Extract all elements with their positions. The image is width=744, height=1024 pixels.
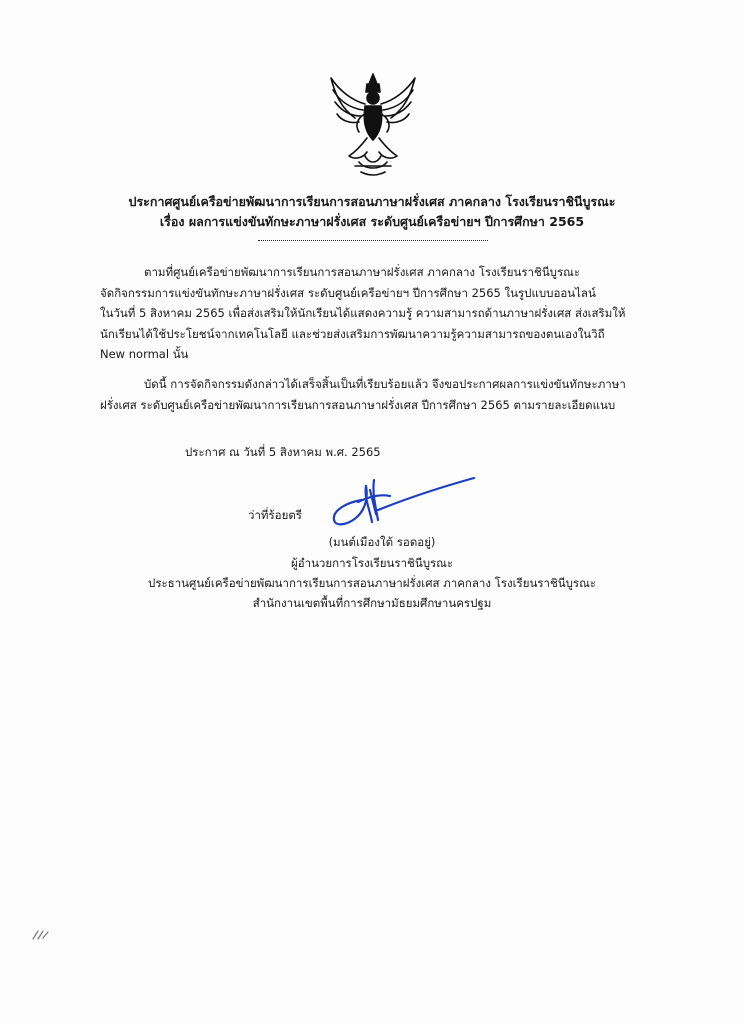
signer-name: (มนต์เมืองใต้ รอดอยู่) bbox=[328, 535, 436, 549]
garuda-emblem-icon bbox=[325, 70, 421, 178]
paragraph-result bbox=[100, 374, 662, 415]
announcement-subject: เรื่อง ผลการแข่งขันทักษะภาษาฝรั่งเศส ระดับศูนย์เครือข่ายฯ ปีการศึกษา 2565 bbox=[159, 214, 585, 229]
paragraph-line: บัดนี้ การจัดกิจกรรมดังกล่าวได้เสร็จสิ้นเป็นที่เรียบร้อยแล้ว จึงขอประกาศผลการแข่งขันทักษะภาษา bbox=[144, 377, 626, 391]
signer-position-director: ผู้อำนวยการโรงเรียนราชินีบูรณะ bbox=[290, 556, 454, 570]
title-divider bbox=[258, 240, 488, 241]
stray-mark-icon bbox=[30, 927, 54, 941]
announcement-title: ประกาศศูนย์เครือข่ายพัฒนาการเรียนการสอนภาษาฝรั่งเศส ภาคกลาง โรงเรียนราชินีบูรณะ bbox=[128, 194, 616, 209]
paragraph-line: ฝรั่งเศส ระดับศูนย์เครือข่ายพัฒนาการเรียนการสอนภาษาฝรั่งเศส ปีการศึกษา 2565 ตามรายละเอียดแนบ bbox=[100, 397, 616, 412]
signer-office: สำนักงานเขตพื้นที่การศึกษามัธยมศึกษานครปฐม bbox=[252, 596, 492, 610]
announcement-date: ประกาศ ณ วันที่ 5 สิงหาคม พ.ศ. 2565 bbox=[185, 445, 381, 459]
paragraph-line: New normal นั้น bbox=[100, 347, 189, 361]
paragraph-intro bbox=[100, 262, 662, 365]
paragraph-line: ตามที่ศูนย์เครือข่ายพัฒนาการเรียนการสอนภาษาฝรั่งเศส ภาคกลาง โรงเรียนราชินีบูรณะ bbox=[144, 265, 581, 279]
paragraph-line: ในวันที่ 5 สิงหาคม 2565 เพื่อส่งเสริมให้นักเรียนได้แสดงความรู้ ความสามารถด้านภาษาฝรั่งเศส ส่งเสริมให้ bbox=[100, 306, 626, 320]
signer-rank: ว่าที่ร้อยตรี bbox=[248, 508, 302, 522]
signer-position-chair: ประธานศูนย์เครือข่ายพัฒนาการเรียนการสอนภาษาฝรั่งเศส ภาคกลาง โรงเรียนราชินีบูรณะ bbox=[148, 576, 596, 590]
paragraph-line: นักเรียนได้ใช้ประโยชน์จากเทคโนโลยี และช่วยส่งเสริมการพัฒนาความรู้ความสามารถของตนเองในวิถี bbox=[100, 326, 605, 341]
paragraph-line: จัดกิจกรรมการแข่งขันทักษะภาษาฝรั่งเศส ระดับศูนย์เครือข่ายฯ ปีการศึกษา 2565 ในรูปแบบออนไลน์ bbox=[100, 285, 596, 300]
handwritten-signature bbox=[318, 470, 478, 534]
